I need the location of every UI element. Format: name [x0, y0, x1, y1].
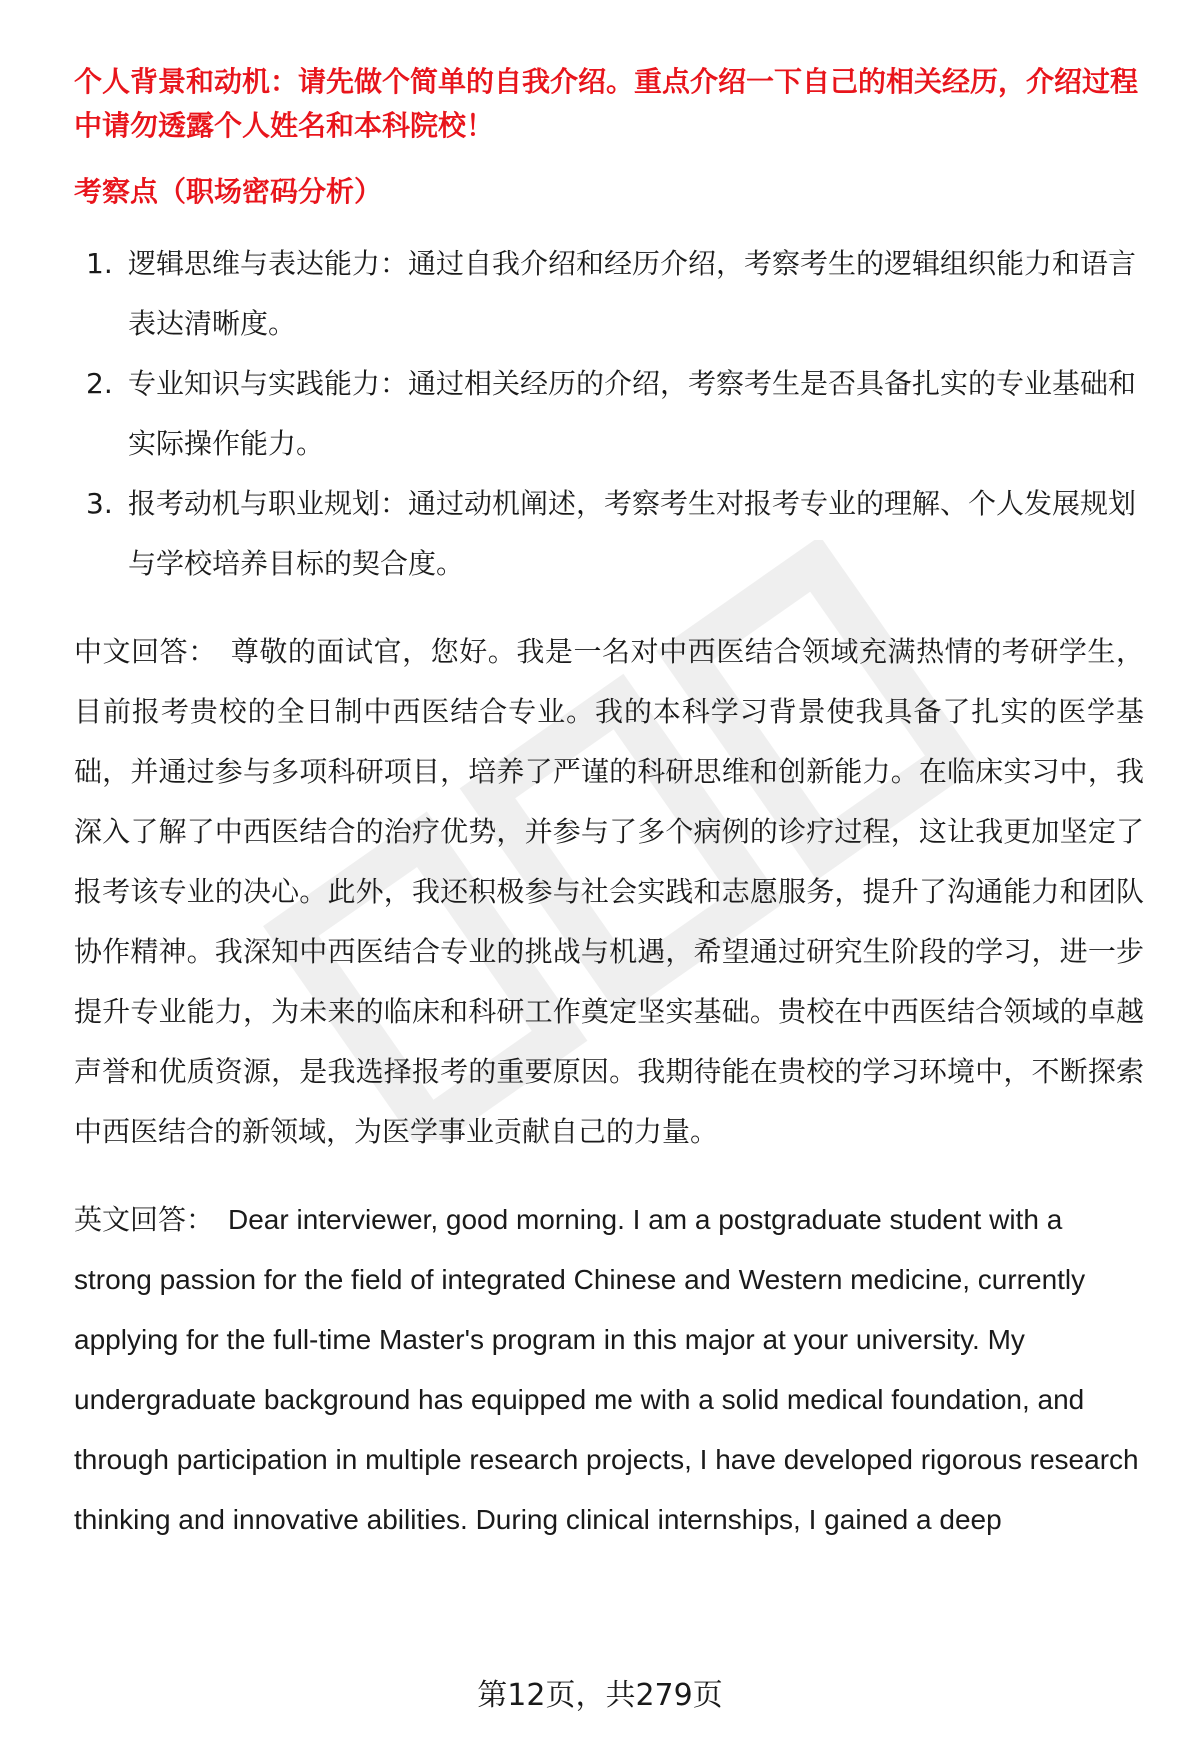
chinese-answer — [74, 622, 1144, 1162]
list-item-text: 报考动机与职业规划：通过动机阐述，考察考生对报考专业的理解、个人发展规划与学校培养目标的契合度。 — [128, 487, 1137, 580]
list-item-text: 逻辑思维与表达能力：通过自我介绍和经历介绍，考察考生的逻辑组织能力和语言表达清晰度。 — [128, 247, 1137, 340]
question-heading: 个人背景和动机：请先做个简单的自我介绍。重点介绍一下自己的相关经历，介绍过程中请勿透露个人姓名和本科院校！ — [74, 65, 1139, 142]
list-item-text: 专业知识与实践能力：通过相关经历的介绍，考察考生是否具备扎实的专业基础和实际操作能力。 — [128, 367, 1137, 460]
section-title: 考察点（职场密码分析） — [74, 175, 383, 208]
chinese-answer-label: 中文回答： — [74, 635, 217, 668]
english-answer-label: 英文回答： — [74, 1204, 215, 1235]
chinese-answer-text: 尊敬的面试官，您好。我是一名对中西医结合领域充满热情的考研学生，目前报考贵校的全日制中西医结合专业。我的本科学习背景使我具备了扎实的医学基础，并通过参与多项科研项目，培养了严谨的科研思维和创新能力。在临床实习中，我深入了解了中西医结合的治疗优势，并参与了多个病例的诊疗过程，这让我更加坚定了报考该专业的决心。此外，我还积极参与社会实践和志愿服务，提升了沟通能力和团队协作精神。我深知中西医结合专业的挑战与机遇，希望通过研究生阶段的学习，进一步提升专业能力，为未来的临床和科研工作奠定坚实基础。贵校在中西医结合领域的卓越声誉和优质资源，是我选择报考的重要原因。我期待能在贵校的学习环境中，不断探索中西医结合的新领域，为医学事业贡献自己的力量。 — [74, 635, 1144, 1148]
list-item — [74, 234, 1144, 354]
assessment-points-list — [74, 234, 1144, 594]
english-answer — [74, 1190, 1144, 1550]
english-answer-text: Dear interviewer, good morning. I am a postgraduate student with a strong passion for the field of integrated Chinese and Western medicine, currently applying for the full-time Master's program in this major at your university. My undergraduate background has equipped me with a solid medical foundation, and through participation in multiple research projects, I have developed rigorous research thinking and innovative abilities. During clinical internships, I gained a deep — [74, 1204, 1139, 1535]
document-page — [74, 60, 1144, 1550]
list-item-number: 3. — [86, 487, 113, 520]
list-item — [74, 474, 1144, 594]
list-item — [74, 354, 1144, 474]
list-item-number: 2. — [86, 367, 113, 400]
page-number-footer: 第12页，共279页 — [477, 1678, 723, 1713]
list-item-number: 1. — [86, 247, 113, 280]
